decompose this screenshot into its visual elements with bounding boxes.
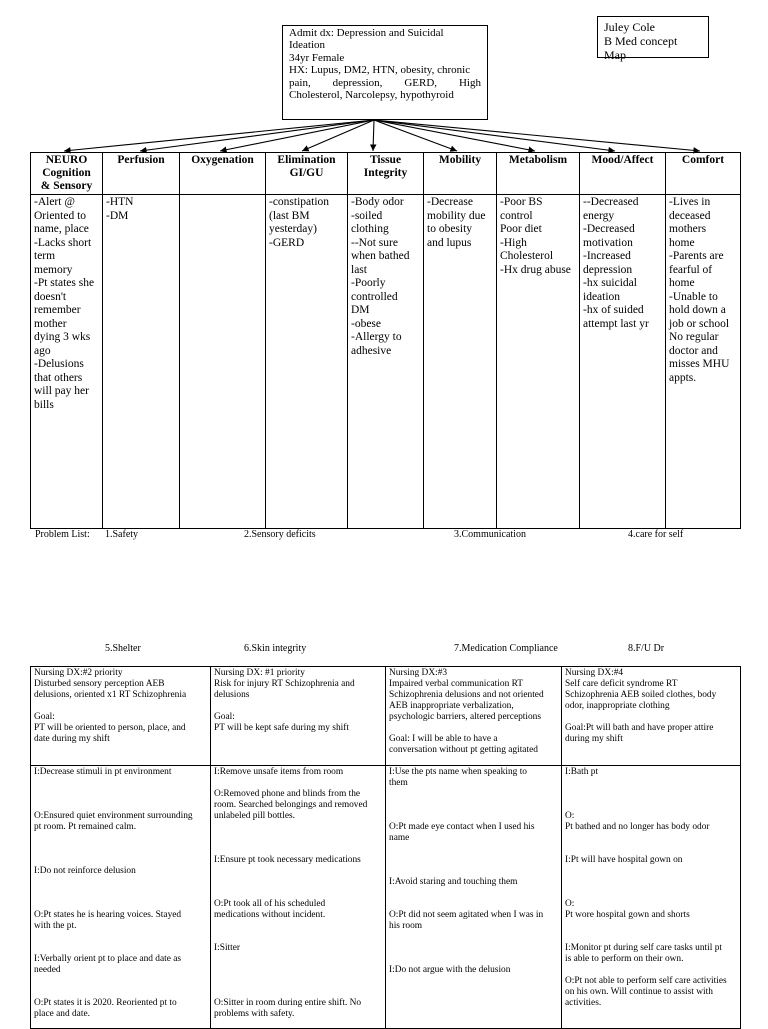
spacer — [214, 987, 382, 998]
spacer — [389, 723, 558, 734]
cell-line: Nursing DX:#3 — [389, 668, 448, 678]
cell-line: I:Use the pts name when speaking to — [389, 767, 527, 777]
cell-line: Risk for injury RT Schizophrenia and — [214, 679, 355, 689]
cell-line: O:Pt states he is hearing voices. Stayed — [34, 910, 182, 920]
cell-line: O:Ensured quiet environment surrounding — [34, 811, 193, 821]
problem-item: 5.Shelter — [105, 643, 141, 654]
column-header-line: Mood/Affect — [591, 154, 654, 166]
cell-line: DM — [351, 304, 370, 316]
nursing-diagnosis-table — [30, 666, 741, 1029]
column-header — [497, 153, 580, 195]
spacer — [34, 844, 207, 855]
cell-line: -Delusions — [34, 358, 84, 370]
column-header-line: Tissue — [369, 154, 402, 166]
cell-line: AEB inappropriate verbalization, — [389, 701, 514, 711]
column-cell — [580, 195, 666, 529]
problem-item: 2.Sensory deficits — [244, 529, 316, 540]
spacer — [34, 855, 207, 866]
problem-item: 1.Safety — [105, 529, 139, 540]
spacer — [389, 811, 558, 822]
spacer — [389, 954, 558, 965]
diagnosis-goal-row — [31, 667, 741, 766]
cell-line: doctor and — [669, 344, 718, 357]
cell-line: --Decreased — [583, 196, 639, 208]
column-header-line: Mobility — [438, 154, 482, 166]
cell-line: last — [351, 263, 367, 276]
cell-line: memory — [34, 263, 73, 276]
cell-line: O:Pt states it is 2020. Reoriented pt to — [34, 998, 177, 1008]
student-name: Juley Cole — [604, 20, 655, 34]
diagnosis-cell — [31, 667, 211, 766]
spacer — [214, 822, 382, 833]
cell-line: -Pt states she — [34, 277, 95, 289]
spacer — [565, 888, 737, 899]
column-header-line: Oxygenation — [191, 154, 254, 166]
column-header — [348, 153, 424, 195]
cell-line: his room — [389, 921, 423, 931]
cell-line: -Parents are — [669, 250, 724, 262]
problem-item: 3.Communication — [454, 529, 526, 540]
column-cell — [424, 195, 497, 529]
cell-line: ago — [34, 344, 51, 357]
cell-line: Disturbed sensory perception AEB — [34, 679, 165, 689]
cell-line: home — [669, 277, 695, 289]
cell-line: O:Removed phone and blinds from the — [214, 789, 361, 799]
cell-line: controlled — [351, 290, 398, 303]
cell-line: -Decrease — [427, 196, 473, 208]
spacer — [565, 778, 737, 789]
cell-line: Goal: — [34, 712, 55, 722]
cell-line: -Lacks short — [34, 236, 92, 249]
cell-line: -Body odor — [351, 196, 404, 208]
spacer — [389, 855, 558, 866]
cell-line: job or school — [669, 317, 730, 330]
cell-line: medications without incident. — [214, 910, 326, 920]
concept-map-table — [30, 152, 741, 529]
cell-line: Pt bathed and no longer has body odor — [565, 822, 710, 832]
column-header-line: Perfusion — [117, 154, 165, 166]
intervention-cell — [562, 766, 741, 1029]
column-header — [666, 153, 741, 195]
column-cell — [31, 195, 103, 529]
cell-line: I:Do not argue with the delusion — [389, 965, 511, 975]
cell-line: room. Searched belongings and removed — [214, 800, 368, 810]
cell-line: misses MHU — [669, 358, 730, 370]
column-header-line: Elimination — [277, 154, 336, 166]
cell-line: PT will be oriented to person, place, and — [34, 723, 186, 733]
cell-line: will pay her — [34, 385, 89, 397]
arrow-neuro — [64, 120, 374, 151]
cell-line: on his own. Will continue to assist with — [565, 987, 713, 997]
cell-line: home — [669, 236, 695, 249]
cell-line: -HTN — [106, 196, 134, 208]
intervention-outcome-row — [31, 766, 741, 1029]
arrow-mood — [374, 120, 615, 151]
column-header-line: Comfort — [681, 154, 725, 166]
admit-line: Admit dx: Depression and Suicidal — [289, 27, 444, 39]
problem-item: 6.Skin integrity — [244, 643, 307, 654]
column-header-line: & Sensory — [40, 180, 93, 192]
cell-line: --Not sure — [351, 236, 398, 249]
column-header-line: Cognition — [42, 167, 91, 179]
cell-line: -Increased — [583, 250, 631, 262]
cell-line: O:Pt took all of his scheduled — [214, 899, 326, 909]
cell-line: delusions, oriented x1 RT Schizophrenia — [34, 690, 187, 700]
cell-line: -Hx drug abuse — [500, 263, 571, 276]
cell-line: -Alert @ — [34, 196, 75, 208]
cell-line: adhesive — [351, 344, 392, 357]
intervention-cell — [211, 766, 386, 1029]
body-row — [31, 195, 741, 529]
spacer — [565, 800, 737, 811]
column-header — [266, 153, 348, 195]
spacer — [565, 877, 737, 888]
diagnosis-cell — [211, 667, 386, 766]
cell-line: I:Ensure pt took necessary medications — [214, 855, 361, 865]
admit-line: 34yr Female — [289, 51, 345, 64]
spacer — [389, 866, 558, 877]
arrow-mobility — [374, 120, 457, 151]
spacer — [34, 778, 207, 789]
cell-line: I:Sitter — [214, 943, 241, 953]
spacer — [214, 965, 382, 976]
diagnosis-cell — [562, 667, 741, 766]
spacer — [565, 965, 737, 976]
cell-line: Cholesterol — [500, 250, 554, 262]
cell-line: unlabeled pill bottles. — [214, 811, 295, 821]
problem-item: 4.care for self — [628, 529, 684, 540]
map-title: B Med concept Map — [604, 34, 678, 62]
spacer — [214, 833, 382, 844]
spacer — [565, 844, 737, 855]
cell-line: Self care deficit syndrome RT — [565, 679, 678, 689]
spacer — [565, 921, 737, 932]
cell-line: -constipation — [269, 196, 330, 208]
column-cell — [266, 195, 348, 529]
column-header — [103, 153, 180, 195]
cell-line: activities. — [565, 998, 602, 1008]
arrow-oxygenation — [220, 120, 374, 151]
cell-line: Oriented to — [34, 209, 87, 222]
spacer — [565, 866, 737, 877]
cell-line: ideation — [583, 290, 621, 303]
spacer — [34, 701, 207, 712]
cell-line: motivation — [583, 236, 633, 249]
column-header — [31, 153, 103, 195]
cell-line: and lupus — [427, 236, 472, 249]
spacer — [214, 932, 382, 943]
spacer — [565, 833, 737, 844]
cell-line: Schizophrenia AEB soiled clothes, body — [565, 690, 717, 700]
cell-line: during my shift — [565, 734, 623, 744]
cell-line: name, place — [34, 223, 89, 235]
spacer — [214, 866, 382, 877]
column-cell — [666, 195, 741, 529]
spacer — [34, 877, 207, 888]
spacer — [389, 899, 558, 910]
spacer — [565, 932, 737, 943]
cell-line: psychologic barriers, altered perceptions — [389, 712, 542, 722]
cell-line: when bathed — [351, 250, 410, 262]
cell-line: I:Decrease stimuli in pt environment — [34, 767, 172, 777]
spacer — [214, 976, 382, 987]
cell-line: (last BM — [269, 209, 310, 222]
header-row — [31, 153, 741, 195]
cell-line: pt room. Pt remained calm. — [34, 822, 137, 832]
spacer — [34, 800, 207, 811]
column-cell — [180, 195, 266, 529]
column-header-line: GI/GU — [289, 167, 324, 179]
cell-line: -hx suicidal — [583, 277, 637, 289]
spacer — [389, 800, 558, 811]
column-header-line: NEURO — [45, 154, 88, 166]
cell-line: control — [500, 209, 533, 222]
cell-line: I:Monitor pt during self care tasks until pt — [565, 943, 723, 953]
spacer — [34, 833, 207, 844]
cell-line: O:Sitter in room during entire shift. No — [214, 998, 362, 1008]
spacer — [34, 976, 207, 987]
cell-line: term — [34, 250, 56, 262]
cell-line: Goal:Pt will bath and have proper attire — [565, 723, 714, 733]
cell-line: to obesity — [427, 223, 473, 235]
problem-list-label: Problem List: — [35, 529, 90, 540]
spacer — [214, 888, 382, 899]
cell-line: -Unable to — [669, 290, 718, 303]
admit-line: Cholesterol, Narcolepsy, hypothyroid — [289, 89, 454, 102]
cell-line: with the pt. — [34, 921, 77, 931]
cell-line: Schizophrenia delusions and not oriented — [389, 690, 544, 700]
spacer — [389, 932, 558, 943]
spacer — [565, 712, 737, 723]
cell-line: fearful of — [669, 263, 713, 276]
spacer — [214, 954, 382, 965]
column-cell — [497, 195, 580, 529]
cell-line: Goal: — [214, 712, 235, 722]
cell-line: date during my shift — [34, 734, 110, 744]
cell-line: I:Remove unsafe items from room — [214, 767, 344, 777]
cell-line: doesn't — [34, 290, 67, 303]
cell-line: O:Pt did not seem agitated when I was in — [389, 910, 544, 920]
cell-line: -Lives in — [669, 196, 711, 208]
column-header-line: Metabolism — [508, 154, 568, 166]
spacer — [565, 789, 737, 800]
cell-line: Impaired verbal communication RT — [389, 679, 524, 689]
spacer — [389, 789, 558, 800]
cell-line: I:Pt will have hospital gown on — [565, 855, 683, 865]
admit-line: Ideation — [289, 39, 326, 52]
cell-line: Poor diet — [500, 223, 542, 235]
problem-item: 8.F/U Dr — [628, 643, 665, 654]
admit-line: HX: Lupus, DM2, HTN, obesity, chronic — [289, 64, 471, 77]
spacer — [214, 701, 382, 712]
spacer — [214, 844, 382, 855]
cell-line: conversation without pt getting agitated — [389, 745, 538, 755]
cell-line: Nursing DX: #1 priority — [214, 668, 305, 678]
spacer — [214, 778, 382, 789]
cell-line: No regular — [669, 331, 719, 343]
column-header — [580, 153, 666, 195]
spacer — [34, 789, 207, 800]
cell-line: PT will be kept safe during my shift — [214, 723, 349, 733]
cell-line: O:Pt made eye contact when I used his — [389, 822, 535, 832]
cell-line: mobility due — [427, 209, 486, 222]
cell-line: that others — [34, 371, 83, 384]
cell-line: Nursing DX:#4 — [565, 668, 624, 678]
spacer — [389, 943, 558, 954]
cell-line: -DM — [106, 209, 129, 222]
spacer — [214, 921, 382, 932]
cell-line: energy — [583, 209, 615, 222]
cell-line: -High — [500, 236, 527, 249]
cell-line: needed — [34, 965, 61, 975]
connector-arrows — [0, 0, 768, 160]
spacer — [389, 844, 558, 855]
admit-line: pain, depression, GERD, High — [289, 76, 481, 89]
cell-line: odor, inappropriate clothing — [565, 701, 670, 711]
cell-line: O: — [565, 811, 575, 821]
arrow-tissue — [373, 120, 374, 151]
cell-line: remember — [34, 304, 81, 316]
cell-line: Goal: I will be able to have a — [389, 734, 498, 744]
cell-line: deceased — [669, 209, 711, 222]
spacer — [389, 888, 558, 899]
cell-line: -Poor BS — [500, 196, 543, 208]
diagnosis-cell — [386, 667, 562, 766]
cell-line: them — [389, 778, 408, 788]
cell-line: -Decreased — [583, 223, 635, 235]
cell-line: O: — [565, 899, 575, 909]
spacer — [34, 899, 207, 910]
cell-line: -Allergy to — [351, 331, 402, 343]
cell-line: is able to perform on their own. — [565, 954, 684, 964]
cell-line: -hx of suided — [583, 304, 644, 316]
cell-line: mother — [34, 317, 67, 330]
intervention-cell — [31, 766, 211, 1029]
spacer — [34, 888, 207, 899]
cell-line: attempt last yr — [583, 317, 649, 330]
cell-line: I:Avoid staring and touching them — [389, 877, 518, 887]
cell-line: delusions — [214, 690, 250, 700]
cell-line: hold down a — [669, 304, 726, 316]
cell-line: Nursing DX:#2 priority — [34, 668, 123, 678]
spacer — [34, 932, 207, 943]
column-header — [180, 153, 266, 195]
cell-line: I:Verbally orient pt to place and date as — [34, 954, 182, 964]
column-cell — [348, 195, 424, 529]
arrow-metabolism — [374, 120, 535, 151]
column-cell — [103, 195, 180, 529]
cell-line: I:Do not reinforce delusion — [34, 866, 136, 876]
cell-line: -soiled — [351, 209, 383, 222]
cell-line: -Poorly — [351, 277, 386, 289]
problem-item: 7.Medication Compliance — [454, 643, 558, 654]
cell-line: yesterday) — [269, 223, 317, 235]
cell-line: depression — [583, 263, 633, 276]
column-header-line: Integrity — [363, 167, 408, 179]
arrow-comfort — [374, 120, 700, 151]
cell-line: I:Bath pt — [565, 767, 599, 777]
cell-line: appts. — [669, 371, 697, 384]
cell-line: -GERD — [269, 236, 305, 249]
spacer — [214, 877, 382, 888]
cell-line: Pt wore hospital gown and shorts — [565, 910, 690, 920]
spacer — [34, 943, 207, 954]
cell-line: dying 3 wks — [34, 331, 91, 343]
cell-line: problems with safety. — [214, 1009, 295, 1019]
cell-line: mothers — [669, 223, 707, 235]
spacer — [34, 987, 207, 998]
cell-line: -obese — [351, 317, 382, 330]
cell-line: bills — [34, 398, 54, 411]
cell-line: clothing — [351, 223, 389, 235]
cell-line: place and date. — [34, 1009, 90, 1019]
column-header — [424, 153, 497, 195]
intervention-cell — [386, 766, 562, 1029]
cell-line: name — [389, 833, 410, 843]
cell-line: O:Pt not able to perform self care activities — [565, 976, 727, 986]
